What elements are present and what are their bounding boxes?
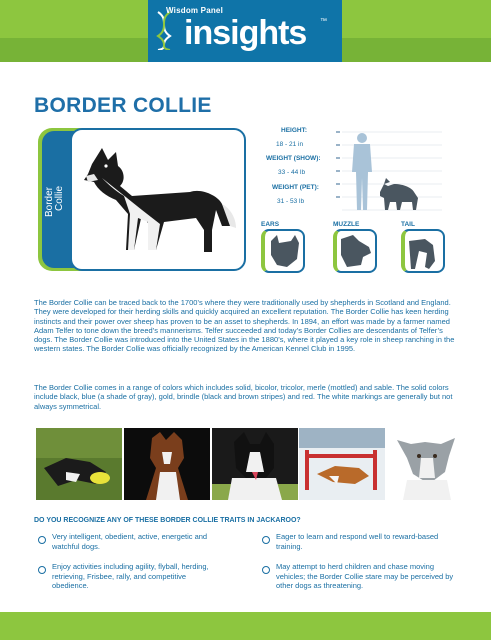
muzzle-image: [333, 229, 377, 273]
photo-smiling-collie: [212, 428, 298, 500]
trademark-mark: ™: [320, 18, 327, 25]
dog-silhouette-icon: [380, 178, 418, 210]
tail-image: [401, 229, 445, 273]
border-collie-photo: [72, 130, 244, 269]
weight-show-label: WEIGHT (SHOW):: [266, 155, 321, 162]
breed-tab-label-line1: Border: [44, 186, 55, 217]
trait-item-4: May attempt to herd children and chase moving vehicles; the Border Collie stare may be perceived by other dogs as threatening.: [276, 562, 454, 590]
breed-tab-label-line2: Collie: [54, 185, 65, 211]
feature-muzzle-label: MUZZLE: [333, 221, 360, 228]
ears-silhouette-icon: [265, 231, 303, 271]
trait-checkbox-3[interactable]: [38, 566, 46, 574]
trait-checkbox-2[interactable]: [262, 536, 270, 544]
tail-silhouette-icon: [405, 231, 443, 271]
ears-image: [261, 229, 305, 273]
feature-tail-label: TAIL: [401, 221, 415, 228]
page-title: BORDER COLLIE: [34, 94, 212, 117]
trait-checkbox-1[interactable]: [38, 536, 46, 544]
human-silhouette-icon: [352, 133, 372, 210]
trait-item-1: Very intelligent, obedient, active, energetic and watchful dogs.: [52, 532, 208, 551]
dna-helix-icon: [154, 10, 174, 50]
photo-merle-collie: [385, 428, 471, 500]
feature-ears-label: EARS: [261, 221, 280, 228]
photo-frisbee-catch: [36, 428, 122, 500]
weight-pet-value: 31 - 53 lb: [277, 198, 305, 205]
trait-item-3: Enjoy activities including agility, flyball, herding, retrieving, Frisbee, rally, and competitive obedience.: [52, 562, 209, 590]
muzzle-silhouette-icon: [337, 231, 375, 271]
breed-tab-label: [44, 185, 65, 217]
history-paragraph: The Border Collie can be traced back to the 1700’s where they were traditionally used by shepherds in Scotland and England. They were developed for their herding skills and quickly acquired an excellent reputation. The Border Collie has keen herding instincts and their power over sheep has proven to be an asset to shepherds. In 1894, an effort was made by a farmer named Adam Telfer to tone down the breed’s mannerisms. Telfer succeeded and today’s Border Collies are descendants of Telfer’s dogs. The Border Collie was introduced into the United States in the 1880’s, where it played a key role in sheep ranching in the western states. The Border Collie was officially recognized by the American Kennel Club in 1995.: [34, 298, 455, 354]
colors-paragraph: The Border Collie comes in a range of colors which includes solid, bicolor, tricolor, merle (mottled) and sable. The solid colors include black, blue (a shade of gray), gold, brindle (black and brown stripes) and red. The white markings are generally but not always symmetrical.: [34, 383, 453, 411]
weight-show-value: 33 - 44 lb: [278, 169, 306, 176]
photo-agility-collie: [299, 428, 385, 500]
photo-sitting-collie: [124, 428, 210, 500]
trait-item-2: Eager to learn and respond well to reward-based training.: [276, 532, 439, 551]
weight-pet-label: WEIGHT (PET):: [272, 184, 319, 191]
brand-name-large: insights: [184, 14, 307, 52]
height-value: 18 - 21 in: [276, 141, 304, 148]
size-comparison-chart: [334, 126, 444, 212]
height-label: HEIGHT:: [281, 127, 307, 134]
traits-question: DO YOU RECOGNIZE ANY OF THESE BORDER COLLIE TRAITS IN JACKAROO?: [34, 517, 301, 524]
breed-photo-card: [70, 128, 246, 271]
trait-checkbox-4[interactable]: [262, 566, 270, 574]
brand-name-small: Wisdom Panel: [166, 6, 224, 15]
footer-banner: [0, 612, 491, 640]
